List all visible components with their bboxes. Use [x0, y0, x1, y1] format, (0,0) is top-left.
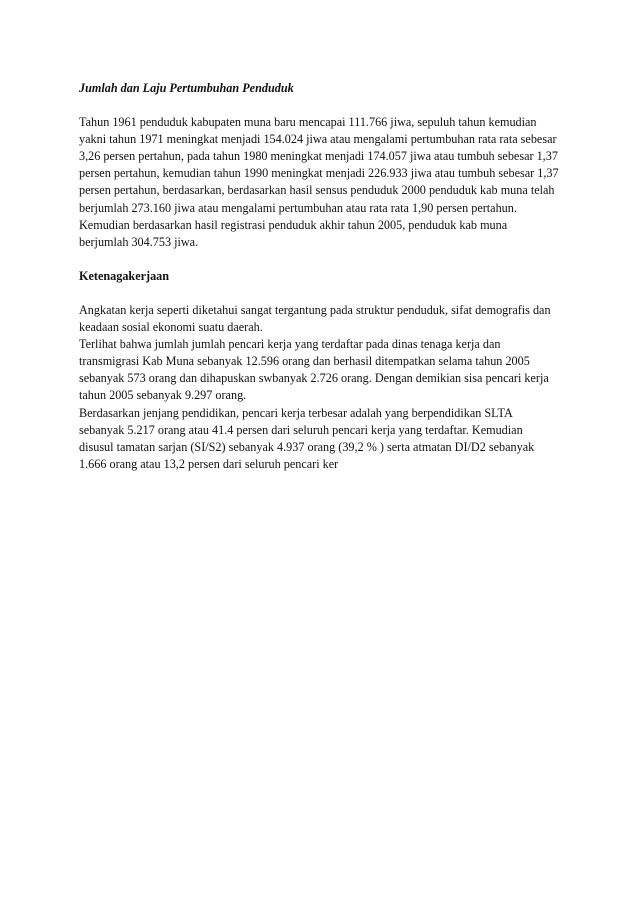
spacer: [79, 251, 559, 268]
paragraph-education-level: Berdasarkan jenjang pendidikan, pencari kerja terbesar adalah yang berpendidikan SLTA sebanyak 5.217 orang atau 41.4 persen dari seluruh pencari kerja yang terdaftar. Kemudian disusul tamatan sarjan (SI/S2) sebanyak 4.937 orang (39,2 % ) serta atmatan DI/D2 sebanyak 1.666 orang atau 13,2 persen dari seluruh pencari ker: [79, 405, 535, 471]
spacer: [79, 285, 559, 302]
paragraph-population-growth: Tahun 1961 penduduk kabupaten muna baru mencapai 111.766 jiwa, sepuluh tahun kemudian yakni tahun 1971 meningkat menjadi 154.024 jiwa atau mengalami pertumbuhan rata rata sebesar 3,26 persen pertahun, pada tahun 1980 meningkat menjadi 174.057 jiwa atau tumbuh sebesar 1,37 persen pertahun, kemudian tahun 1990 meningkat menjadi 226.933 jiwa atau tumbuh sebesar 1,37 persen pertahun, berdasarkan, berdasarkan hasil sensus penduduk 2000 penduduk kab muna telah berjumlah 273.160 jiwa atau mengalami pertumbuhan atau rata rata 1,90 persen pertahun. Kemudian berdasarkan hasil registrasi penduduk akhir tahun 2005, penduduk kab muna berjumlah 304.753 jiwa.: [79, 115, 559, 249]
document-body: [79, 80, 559, 473]
paragraph-labor-force: Angkatan kerja seperti diketahui sangat tergantung pada struktur penduduk, sifat demografis dan keadaan sosial ekonomi suatu daerah.: [79, 302, 551, 335]
spacer: [79, 97, 559, 114]
paragraph-job-seekers: Terlihat bahwa jumlah jumlah pencari kerja yang terdaftar pada dinas tenaga kerja dan transmigrasi Kab Muna sebanyak 12.596 orang dan berhasil ditempatkan selama tahun 2005 sebanyak 573 orang dan dihapuskan swbanyak 2.726 orang. Dengan demikian sisa pencari kerja tahun 2005 sebanyak 9.297 orang.: [79, 337, 549, 403]
section-heading-population: Jumlah dan Laju Pertumbuhan Penduduk: [79, 81, 294, 95]
section-heading-employment: Ketenagakerjaan: [79, 268, 170, 283]
